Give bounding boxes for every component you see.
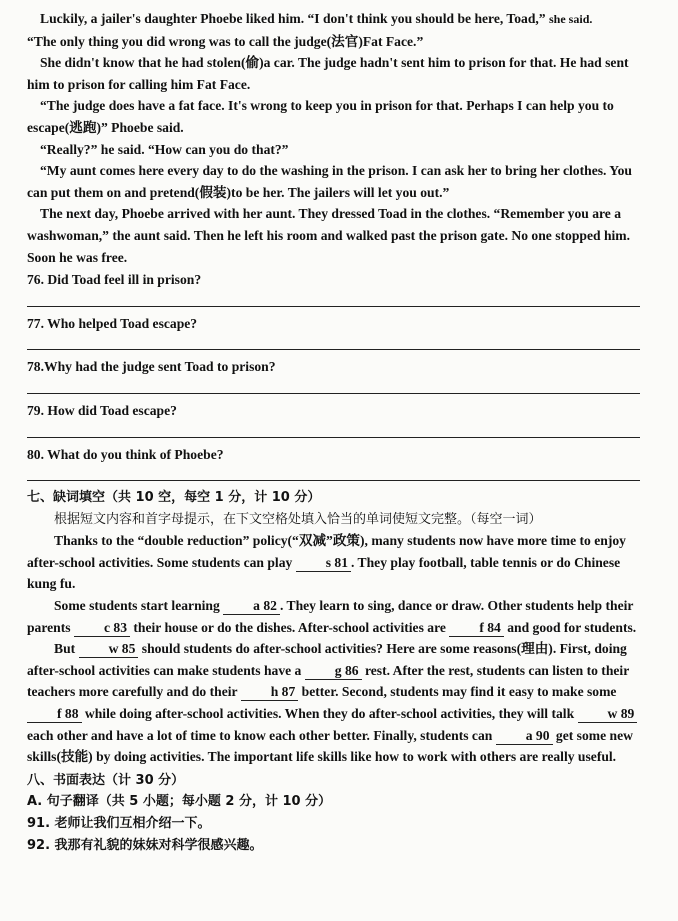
- question-77: 77. Who helped Toad escape?: [27, 315, 198, 331]
- story-paragraph-3: She didn't know that he had stolen(偷)a car. The judge hadn't sent him to prison for that. He had sent him to prison for calling him Fat Face.: [27, 55, 629, 92]
- blank-86[interactable]: g 86: [305, 663, 362, 680]
- blank-84[interactable]: f 84: [449, 620, 504, 637]
- blank-82[interactable]: a 82: [223, 598, 280, 615]
- answer-line-80[interactable]: [27, 465, 640, 481]
- section-7-instruction: 根据短文内容和首字母提示，在下文空格处填入恰当的单词使短文完整。（每空一词）: [54, 511, 542, 527]
- answer-line-79[interactable]: [27, 422, 640, 438]
- question-76: 76. Did Toad feel ill in prison?: [27, 272, 202, 288]
- question-91: 91. 老师让我们互相介绍一下。: [27, 816, 211, 831]
- story-paragraph-4: “The judge does have a fat face. It's wrong to keep you in prison for that. Perhaps I can help you to escape(逃跑)” Phoebe said.: [27, 98, 614, 135]
- cloze-paragraph-3: But w 85 should students do after-school activities? Here are some reasons(理由). First, doing after-school activities can make students have a g 86 rest. After the rest, students can listen to their teachers more carefully and do their h 87 better. Second, students may find it easy to make some f 88 while doing after-school activities. When they do after-school activities, they will talk w 89 each other and have a lot of time to know each other better. Finally, students can a 90 get some new skills(技能) by doing activities. The important life skills like how to work with others are really useful.: [27, 638, 644, 768]
- section-7-heading: 七、缺词填空（共 10 空，每空 1 分，计 10 分）: [27, 490, 321, 506]
- blank-87[interactable]: h 87: [241, 684, 299, 701]
- cloze-paragraph-2: Some students start learning a 82. They learn to sing, dance or draw. Other students help their parents c 83 their house or do the dishes. After-school activities are f 84 and good for students.: [27, 598, 637, 635]
- section-8-heading: 八、书面表达（计 30 分）: [27, 772, 185, 788]
- answer-line-77[interactable]: [27, 334, 640, 350]
- story-paragraph-1: Luckily, a jailer's daughter Phoebe liked him. “I don't think you should be here, Toad,” she said.: [40, 11, 593, 26]
- blank-85[interactable]: w 85: [79, 641, 139, 658]
- blank-81[interactable]: s 81: [296, 555, 351, 572]
- blank-89[interactable]: w 89: [578, 706, 638, 723]
- question-78: 78.Why had the judge sent Toad to prison?: [27, 359, 276, 375]
- question-80: 80. What do you think of Phoebe?: [27, 446, 224, 462]
- answer-line-78[interactable]: [27, 378, 640, 394]
- blank-88[interactable]: f 88: [27, 706, 82, 723]
- cloze-paragraph-1: Thanks to the “double reduction” policy(“双减”政策), many students now have more time to enjoy after-school activities. Some students can play s 81. They play football, table tennis or do Chinese kung fu.: [27, 533, 626, 592]
- story-paragraph-2: “The only thing you did wrong was to call the judge(法官)Fat Face.”: [27, 33, 424, 49]
- question-79: 79. How did Toad escape?: [27, 402, 177, 418]
- section-8-subheading-a: A. 句子翻译（共 5 小题；每小题 2 分，计 10 分）: [27, 794, 332, 810]
- story-paragraph-6: “My aunt comes here every day to do the washing in the prison. I can ask her to bring her clothes. You can put them on and pretend(假装)to be her. The jailers will let you out.”: [27, 163, 632, 200]
- question-92: 92. 我那有礼貌的妹妹对科学很感兴趣。: [27, 837, 263, 853]
- story-paragraph-5: “Really?” he said. “How can you do that?”: [40, 141, 289, 157]
- blank-83[interactable]: c 83: [74, 620, 130, 637]
- story-paragraph-7: The next day, Phoebe arrived with her aunt. They dressed Toad in the clothes. “Remember you are a washwoman,” the aunt said. Then he left his room and walked past the prison gate. No one stopped him. Soon he was free.: [27, 206, 630, 265]
- answer-line-76[interactable]: [27, 291, 640, 307]
- blank-90[interactable]: a 90: [496, 728, 553, 745]
